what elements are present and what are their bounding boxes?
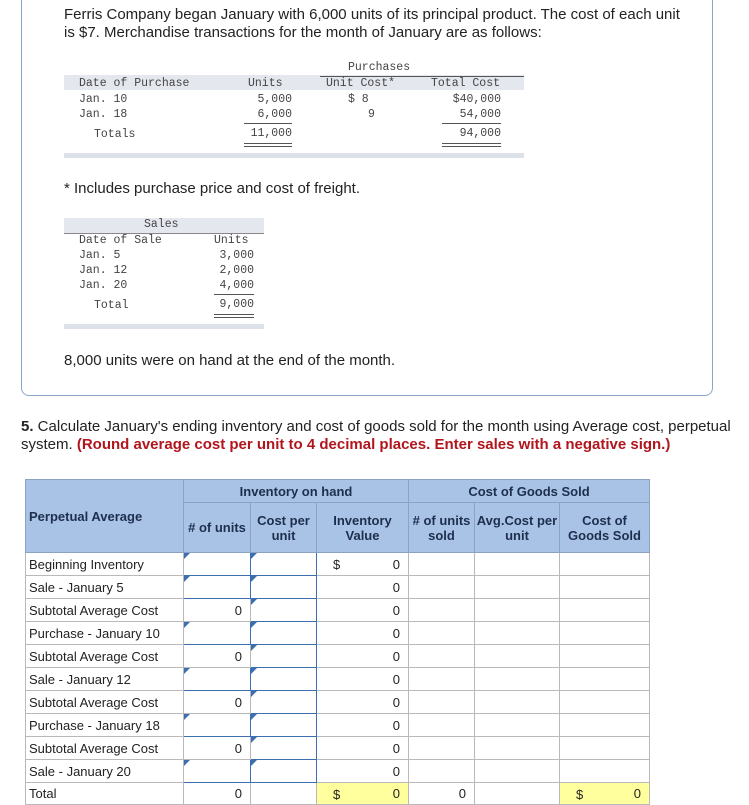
sales-table (64, 218, 264, 330)
worksheet-row (26, 553, 650, 576)
input-marker-icon (184, 668, 190, 674)
inventory-value-cell (317, 691, 409, 714)
total-units-sold: 0 (409, 783, 475, 805)
units-value: 0 (184, 645, 251, 668)
question-text (21, 418, 749, 454)
avg-cost-cell (475, 645, 560, 668)
worksheet-row (26, 645, 650, 668)
cogs-cell (560, 668, 650, 691)
avg-cost-cell (475, 691, 560, 714)
avg-cost-cell (475, 714, 560, 737)
worksheet-row (26, 668, 650, 691)
worksheet-row (26, 599, 650, 622)
input-marker-icon (251, 760, 257, 766)
cost-footnote: * Includes purchase price and cost of freight. (64, 180, 361, 197)
inventory-value-cell (317, 645, 409, 668)
inventory-value-cell (317, 599, 409, 622)
inventory-value: 0 (392, 556, 400, 572)
total-inventory-value-cell (317, 783, 409, 805)
sale-date: Jan. 20 (79, 279, 128, 292)
sales-group-header: Sales (144, 218, 179, 231)
double-rule (244, 146, 292, 147)
worksheet-row (26, 714, 650, 737)
footer-band (64, 324, 264, 329)
cost-per-unit-input[interactable] (251, 645, 317, 668)
sale-units: 2,000 (219, 264, 254, 277)
inventory-value: 0 (392, 717, 400, 733)
cogs-cell (560, 622, 650, 645)
purchase-units: 5,000 (257, 93, 292, 106)
total-label: Total (26, 783, 184, 805)
cogs-cell (560, 760, 650, 783)
units-value: 0 (184, 737, 251, 760)
worksheet-row (26, 691, 650, 714)
worksheet-row (26, 622, 650, 645)
units-sold-cell (409, 645, 475, 668)
inventory-value: 0 (392, 602, 400, 618)
avg-cost-cell (475, 576, 560, 599)
input-marker-icon (251, 599, 257, 605)
perpetual-average-worksheet (25, 479, 650, 805)
row-label: Subtotal Average Cost (26, 737, 184, 760)
total-inventory-value: 0 (392, 786, 400, 801)
row-label: Subtotal Average Cost (26, 691, 184, 714)
cogs-cell (560, 645, 650, 668)
row-label: Subtotal Average Cost (26, 599, 184, 622)
inventory-value-cell (317, 622, 409, 645)
dollar-sign: $ (333, 557, 341, 572)
sale-date: Jan. 5 (79, 249, 121, 262)
avg-cost-cell (475, 668, 560, 691)
cost-per-unit-header: Cost per unit (251, 503, 317, 553)
purchase-unit-cost: 9 (368, 108, 375, 121)
avg-cost-cell (475, 737, 560, 760)
cost-per-unit-input[interactable] (251, 737, 317, 760)
input-marker-icon (184, 714, 190, 720)
row-label: Beginning Inventory (26, 553, 184, 576)
inventory-value-cell (317, 576, 409, 599)
col-date: Date of Purchase (79, 77, 190, 90)
units-sold-cell (409, 760, 475, 783)
units-sold-cell (409, 691, 475, 714)
footer-band (64, 153, 524, 158)
sales-total-units: 9,000 (219, 298, 254, 311)
sale-date: Jan. 12 (79, 264, 128, 277)
double-rule (214, 317, 254, 318)
col-total-cost: Total Cost (431, 77, 501, 90)
avg-cost-cell (475, 553, 560, 576)
cogs-header: Cost of Goods Sold (560, 503, 650, 553)
purchases-total-cost: 94,000 (459, 127, 501, 140)
row-label: Purchase - January 18 (26, 714, 184, 737)
sale-units: 4,000 (219, 279, 254, 292)
total-cogs: 0 (633, 786, 641, 801)
cost-per-unit-input[interactable] (251, 599, 317, 622)
avg-cost-cell (475, 622, 560, 645)
inventory-value: 0 (392, 671, 400, 687)
cost-per-unit-input[interactable] (251, 714, 317, 737)
col-unit-cost: Unit Cost* (326, 77, 396, 90)
worksheet-total-row (26, 783, 650, 805)
inventory-on-hand-header: Inventory on hand (184, 480, 409, 503)
purchases-table (64, 60, 524, 160)
purchases-totals-label: Totals (94, 128, 136, 141)
cost-per-unit-input[interactable] (251, 622, 317, 645)
worksheet-row (26, 737, 650, 760)
units-value: 0 (184, 599, 251, 622)
inventory-value: 0 (392, 763, 400, 779)
inventory-value: 0 (392, 740, 400, 756)
input-marker-icon (184, 553, 190, 559)
inventory-value-cell (317, 737, 409, 760)
units-sold-cell (409, 553, 475, 576)
double-rule (244, 143, 292, 144)
dollar-sign: $ (333, 787, 341, 802)
inventory-value-cell (317, 714, 409, 737)
units-input[interactable] (184, 760, 251, 783)
units-sold-cell (409, 737, 475, 760)
units-input[interactable] (184, 668, 251, 691)
purchase-date: Jan. 10 (79, 93, 128, 106)
purchases-group-header: Purchases (348, 61, 411, 74)
dollar-sign: $ (576, 787, 584, 802)
problem-intro: Ferris Company began January with 6,000 units of its principal product. The cost of each unit is $7. Merchandise transactions for the month of January are as follows: (64, 6, 680, 41)
sum-rule (442, 123, 501, 124)
inventory-value-cell (317, 668, 409, 691)
sum-rule (214, 294, 254, 295)
input-marker-icon (184, 760, 190, 766)
input-marker-icon (251, 691, 257, 697)
inventory-value-header: Inventory Value (317, 503, 409, 553)
cogs-group-header: Cost of Goods Sold (409, 480, 650, 503)
col-sale-date: Date of Sale (79, 234, 162, 247)
avg-cost-cell (475, 599, 560, 622)
cogs-cell (560, 553, 650, 576)
sale-units: 3,000 (219, 249, 254, 262)
purchase-total-cost: 54,000 (459, 108, 501, 121)
units-header: # of units (184, 503, 251, 553)
units-sold-header: # of units sold (409, 503, 475, 553)
units-sold-cell (409, 622, 475, 645)
cost-per-unit-input[interactable] (251, 576, 317, 599)
input-marker-icon (184, 622, 190, 628)
cogs-cell (560, 576, 650, 599)
question-number: 5. (21, 418, 34, 435)
purchases-total-units: 11,000 (250, 127, 292, 140)
col-sale-units: Units (214, 234, 249, 247)
inventory-value: 0 (392, 579, 400, 595)
cost-per-unit-input[interactable] (251, 553, 317, 576)
units-sold-cell (409, 714, 475, 737)
inventory-value: 0 (392, 648, 400, 664)
units-input[interactable] (184, 576, 251, 599)
row-label: Sale - January 20 (26, 760, 184, 783)
double-rule (442, 143, 501, 144)
ending-units-note: 8,000 units were on hand at the end of the month. (64, 352, 396, 369)
inventory-value-cell (317, 760, 409, 783)
units-sold-cell (409, 576, 475, 599)
cogs-cell (560, 714, 650, 737)
total-cogs-cell (560, 783, 650, 805)
purchase-date: Jan. 18 (79, 108, 128, 121)
total-units: 0 (184, 783, 251, 805)
total-cost-per-unit-cell (251, 783, 317, 805)
double-rule (214, 314, 254, 315)
total-avg-cost-cell (475, 783, 560, 805)
units-value: 0 (184, 691, 251, 714)
inventory-value: 0 (392, 694, 400, 710)
input-marker-icon (251, 645, 257, 651)
input-marker-icon (251, 668, 257, 674)
avg-cost-header: Avg.Cost per unit (475, 503, 560, 553)
cost-per-unit-input[interactable] (251, 760, 317, 783)
row-label: Purchase - January 10 (26, 622, 184, 645)
purchase-units: 6,000 (257, 108, 292, 121)
row-label: Sale - January 5 (26, 576, 184, 599)
input-marker-icon (251, 622, 257, 628)
question-body: Calculate January's ending inventory and cost of goods sold for the month using Average cost, perpetual system. (21, 418, 731, 453)
cogs-cell (560, 691, 650, 714)
inventory-value-cell (317, 553, 409, 576)
worksheet-row (26, 576, 650, 599)
input-marker-icon (251, 576, 257, 582)
units-sold-cell (409, 668, 475, 691)
purchase-unit-cost: $ 8 (348, 93, 369, 106)
units-input[interactable] (184, 553, 251, 576)
cogs-cell (560, 737, 650, 760)
input-marker-icon (251, 553, 257, 559)
units-input[interactable] (184, 622, 251, 645)
sales-total-label: Total (94, 299, 129, 312)
perpetual-average-header: Perpetual Average (26, 480, 184, 553)
input-marker-icon (251, 737, 257, 743)
col-units: Units (248, 77, 283, 90)
worksheet-row (26, 760, 650, 783)
row-label: Subtotal Average Cost (26, 645, 184, 668)
units-input[interactable] (184, 714, 251, 737)
purchase-total-cost: $40,000 (452, 93, 501, 106)
cost-per-unit-input[interactable] (251, 668, 317, 691)
cogs-cell (560, 599, 650, 622)
input-marker-icon (251, 714, 257, 720)
row-label: Sale - January 12 (26, 668, 184, 691)
double-rule (442, 146, 501, 147)
cost-per-unit-input[interactable] (251, 691, 317, 714)
inventory-value: 0 (392, 625, 400, 641)
question-instruction: (Round average cost per unit to 4 decimal places. Enter sales with a negative sign.) (76, 436, 671, 453)
input-marker-icon (184, 576, 190, 582)
units-sold-cell (409, 599, 475, 622)
sum-rule (244, 123, 292, 124)
avg-cost-cell (475, 760, 560, 783)
